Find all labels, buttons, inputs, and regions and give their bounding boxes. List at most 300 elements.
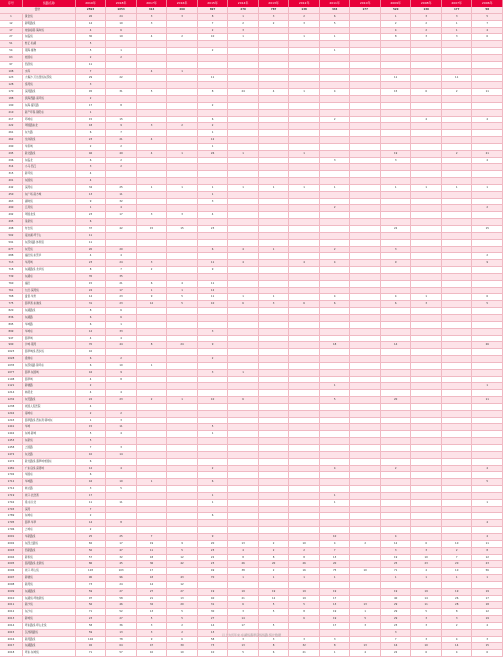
table-row	[0, 533, 503, 540]
value-cell	[197, 273, 228, 280]
total-value-cell: 138	[289, 7, 320, 13]
value-cell	[472, 369, 503, 376]
value-cell: 23	[472, 561, 503, 568]
value-cell: 22	[75, 397, 106, 404]
value-cell: 4	[228, 260, 259, 267]
value-cell	[350, 130, 381, 137]
value-cell: 19	[289, 588, 320, 595]
value-cell: 3	[136, 212, 167, 219]
value-cell	[472, 492, 503, 499]
value-cell	[472, 191, 503, 198]
value-cell	[319, 178, 350, 185]
value-cell	[167, 27, 198, 34]
value-cell: 1	[319, 499, 350, 506]
value-cell	[258, 116, 289, 123]
value-cell	[472, 458, 503, 465]
value-cell: 19	[380, 150, 411, 157]
route-name-cell: 滨海西路·南环线	[22, 95, 75, 102]
value-cell	[136, 424, 167, 431]
value-cell	[319, 41, 350, 48]
value-cell	[258, 616, 289, 623]
value-cell: 20	[319, 561, 350, 568]
value-cell	[441, 486, 472, 493]
table-row	[0, 595, 503, 602]
value-cell	[380, 267, 411, 274]
value-cell	[350, 397, 381, 404]
table-row	[0, 390, 503, 397]
value-cell: 1	[106, 48, 137, 55]
value-cell	[197, 41, 228, 48]
value-cell	[380, 68, 411, 75]
value-cell	[350, 335, 381, 342]
value-cell	[228, 109, 259, 116]
value-cell	[289, 267, 320, 274]
value-cell: 24	[228, 89, 259, 96]
value-cell: 2	[472, 253, 503, 260]
route-name-cell: 黄金线	[22, 13, 75, 20]
value-cell	[258, 178, 289, 185]
value-cell	[472, 137, 503, 144]
value-cell	[197, 376, 228, 383]
value-cell: 3	[106, 417, 137, 424]
value-cell: 8	[106, 102, 137, 109]
value-cell	[350, 89, 381, 96]
value-cell: 17	[319, 595, 350, 602]
value-cell: 31	[197, 602, 228, 609]
value-cell: 1	[319, 184, 350, 191]
value-cell: 58	[197, 636, 228, 643]
value-cell: 23	[197, 226, 228, 233]
value-cell: 2	[136, 267, 167, 274]
route-name-cell: 新塘线	[22, 575, 75, 582]
route-id-cell: 2013	[0, 616, 22, 623]
value-cell: 46	[75, 150, 106, 157]
value-cell	[380, 527, 411, 534]
value-cell: 1	[441, 27, 472, 34]
value-cell	[441, 410, 472, 417]
value-cell: 1	[106, 321, 137, 328]
value-cell	[197, 171, 228, 178]
value-cell	[380, 308, 411, 315]
value-cell: 4	[228, 547, 259, 554]
value-cell: 10	[350, 568, 381, 575]
value-cell	[350, 547, 381, 554]
value-cell	[411, 82, 442, 89]
value-cell: 32	[289, 643, 320, 650]
column-header: 序号	[0, 0, 22, 7]
value-cell: 8	[472, 547, 503, 554]
value-cell: 8	[75, 267, 106, 274]
route-id-cell: 1108	[0, 376, 22, 383]
route-name-cell: 泰湾线	[22, 82, 75, 89]
value-cell	[197, 178, 228, 185]
value-cell	[319, 410, 350, 417]
value-cell: 7	[380, 636, 411, 643]
table-row	[0, 417, 503, 424]
value-cell	[441, 280, 472, 287]
route-id-cell: 739	[0, 273, 22, 280]
value-cell: 3	[106, 445, 137, 452]
value-cell: 103	[106, 568, 137, 575]
value-cell: 6	[75, 130, 106, 137]
value-cell	[167, 533, 198, 540]
value-cell	[228, 61, 259, 68]
value-cell	[441, 143, 472, 150]
value-cell: 2	[380, 465, 411, 472]
value-cell: 39	[167, 643, 198, 650]
value-cell: 6	[411, 89, 442, 96]
value-cell: 5	[258, 609, 289, 616]
value-cell	[350, 349, 381, 356]
value-cell	[258, 445, 289, 452]
value-cell	[472, 171, 503, 178]
route-name-cell: 五局线	[22, 205, 75, 212]
value-cell	[380, 328, 411, 335]
value-cell: 12	[167, 554, 198, 561]
value-cell: 19	[228, 588, 259, 595]
value-cell: 4	[106, 205, 137, 212]
value-cell	[472, 506, 503, 513]
value-cell: 3	[258, 13, 289, 20]
value-cell	[289, 369, 320, 376]
value-cell	[350, 239, 381, 246]
route-id-cell: 295	[0, 150, 22, 157]
value-cell: 40	[197, 595, 228, 602]
route-name-cell: 坪东·东城线	[22, 650, 75, 657]
route-id-cell: 1035	[0, 362, 22, 369]
value-cell	[197, 164, 228, 171]
table-row	[0, 513, 503, 520]
value-cell: 37	[75, 226, 106, 233]
value-cell	[472, 178, 503, 185]
value-cell: 28	[441, 602, 472, 609]
value-cell: 90	[75, 575, 106, 582]
value-cell: 11	[75, 499, 106, 506]
value-cell	[411, 403, 442, 410]
value-cell	[350, 48, 381, 55]
route-name-cell: 湖坳线	[22, 198, 75, 205]
value-cell: 17	[106, 540, 137, 547]
route-id-cell: 895	[0, 321, 22, 328]
table-row	[0, 424, 503, 431]
value-cell	[258, 260, 289, 267]
value-cell: 14	[380, 342, 411, 349]
table-row	[0, 219, 503, 226]
route-name-cell: 华新路线	[22, 533, 75, 540]
value-cell: 2	[350, 540, 381, 547]
route-id-cell: 2003	[0, 547, 22, 554]
value-cell: 3	[197, 328, 228, 335]
table-row	[0, 273, 503, 280]
value-cell: 73	[197, 643, 228, 650]
value-cell: 17	[106, 287, 137, 294]
value-cell	[289, 198, 320, 205]
route-id-cell: 1441	[0, 424, 22, 431]
value-cell: 3	[258, 636, 289, 643]
value-cell: 1	[289, 89, 320, 96]
value-cell	[228, 581, 259, 588]
value-cell: 5	[319, 397, 350, 404]
value-cell: 5	[258, 602, 289, 609]
table-row	[0, 27, 503, 34]
table-row	[0, 54, 503, 61]
value-cell: 57	[106, 650, 137, 657]
value-cell	[167, 61, 198, 68]
table-row	[0, 116, 503, 123]
table-body	[0, 7, 503, 657]
value-cell: 11	[472, 89, 503, 96]
value-cell	[289, 130, 320, 137]
value-cell	[136, 486, 167, 493]
value-cell: 1	[319, 650, 350, 657]
value-cell	[136, 438, 167, 445]
value-cell	[380, 581, 411, 588]
value-cell	[319, 95, 350, 102]
value-cell: 3	[411, 13, 442, 20]
value-cell	[441, 137, 472, 144]
value-cell	[380, 95, 411, 102]
value-cell	[350, 390, 381, 397]
route-id-cell: 1232	[0, 397, 22, 404]
value-cell: 11	[75, 239, 106, 246]
value-cell: 1	[197, 143, 228, 150]
value-cell	[136, 328, 167, 335]
value-cell	[228, 219, 259, 226]
value-cell: 21	[289, 650, 320, 657]
value-cell	[228, 287, 259, 294]
value-cell: 32	[136, 602, 167, 609]
value-cell: 19	[319, 588, 350, 595]
value-cell: 2	[106, 164, 137, 171]
value-cell: 1	[197, 191, 228, 198]
value-cell: 6	[228, 397, 259, 404]
value-cell	[289, 492, 320, 499]
value-cell	[472, 68, 503, 75]
value-cell	[258, 410, 289, 417]
value-cell	[441, 219, 472, 226]
value-cell	[106, 492, 137, 499]
value-cell	[411, 445, 442, 452]
value-cell	[350, 137, 381, 144]
value-cell	[441, 342, 472, 349]
value-cell: 2	[228, 20, 259, 27]
value-cell	[411, 383, 442, 390]
route-id-cell: 12	[0, 20, 22, 27]
value-cell: 2	[75, 143, 106, 150]
table-row	[0, 280, 503, 287]
value-cell	[167, 178, 198, 185]
route-id-cell: 495	[0, 219, 22, 226]
value-cell	[258, 143, 289, 150]
value-cell: 52	[106, 609, 137, 616]
value-cell	[136, 48, 167, 55]
value-cell	[258, 397, 289, 404]
value-cell: 2	[75, 527, 106, 534]
value-cell: 23	[106, 301, 137, 308]
value-cell	[228, 479, 259, 486]
value-cell	[380, 451, 411, 458]
value-cell	[228, 212, 259, 219]
value-cell	[411, 424, 442, 431]
value-cell	[228, 157, 259, 164]
value-cell: 2	[167, 622, 198, 629]
value-cell: 1	[289, 575, 320, 582]
value-cell: 3	[411, 547, 442, 554]
value-cell	[472, 376, 503, 383]
value-cell	[350, 205, 381, 212]
value-cell: 13	[228, 643, 259, 650]
value-cell	[258, 520, 289, 527]
value-cell	[472, 61, 503, 68]
table-row	[0, 403, 503, 410]
value-cell	[319, 458, 350, 465]
value-cell: 1	[380, 575, 411, 582]
value-cell	[228, 451, 259, 458]
value-cell	[136, 369, 167, 376]
value-cell	[441, 431, 472, 438]
table-row	[0, 198, 503, 205]
value-cell	[167, 410, 198, 417]
route-name-cell: 东莞路线	[22, 397, 75, 404]
value-cell: 4	[472, 465, 503, 472]
value-cell	[258, 465, 289, 472]
route-name-cell: 南城东	[22, 410, 75, 417]
value-cell: 71	[75, 650, 106, 657]
value-cell: 10	[411, 554, 442, 561]
value-cell: 8	[289, 609, 320, 616]
value-cell: 2	[319, 246, 350, 253]
route-name-cell: 翡翠城	[22, 376, 75, 383]
table-row	[0, 602, 503, 609]
value-cell	[411, 61, 442, 68]
value-cell	[228, 164, 259, 171]
value-cell	[136, 527, 167, 534]
table-row	[0, 212, 503, 219]
value-cell	[441, 492, 472, 499]
value-cell: 11	[106, 191, 137, 198]
value-cell	[167, 383, 198, 390]
value-cell: 10	[289, 540, 320, 547]
value-cell: 2	[289, 13, 320, 20]
value-cell: 11	[441, 75, 472, 82]
value-cell	[167, 260, 198, 267]
table-row	[0, 431, 503, 438]
value-cell: 1	[136, 479, 167, 486]
value-cell: 16	[75, 479, 106, 486]
value-cell: 9	[380, 260, 411, 267]
route-name-cell: 东部线路·体育馆	[22, 239, 75, 246]
value-cell	[350, 82, 381, 89]
value-cell: 23	[75, 260, 106, 267]
value-cell	[319, 150, 350, 157]
value-cell: 14	[228, 616, 259, 623]
value-cell	[167, 191, 198, 198]
value-cell: 24	[106, 260, 137, 267]
table-row	[0, 308, 503, 315]
value-cell	[258, 95, 289, 102]
value-cell	[167, 20, 198, 27]
route-id-cell: 761	[0, 287, 22, 294]
value-cell: 23	[106, 397, 137, 404]
total-value-cell: 58	[472, 7, 503, 13]
value-cell: 25	[106, 533, 137, 540]
value-cell: 23	[411, 561, 442, 568]
route-id-cell: 217	[0, 116, 22, 123]
value-cell: 2	[197, 102, 228, 109]
value-cell	[167, 95, 198, 102]
value-cell: 6	[75, 219, 106, 226]
value-cell: 4	[136, 34, 167, 41]
value-cell: 26	[472, 342, 503, 349]
route-name-cell: 林达路	[22, 486, 75, 493]
value-cell: 1	[258, 246, 289, 253]
value-cell: 19	[472, 616, 503, 623]
route-id-cell: 1745	[0, 506, 22, 513]
value-cell	[441, 376, 472, 383]
value-cell	[411, 171, 442, 178]
value-cell: 5	[106, 486, 137, 493]
value-cell	[319, 486, 350, 493]
value-cell: 17	[75, 492, 106, 499]
value-cell: 31	[106, 89, 137, 96]
value-cell: 6	[197, 246, 228, 253]
route-name-cell: 翡翠路线·西东湾·锦城东	[22, 417, 75, 424]
value-cell: 1	[197, 492, 228, 499]
value-cell: 12	[75, 465, 106, 472]
value-cell	[136, 102, 167, 109]
value-cell	[228, 239, 259, 246]
value-cell	[258, 198, 289, 205]
value-cell	[258, 308, 289, 315]
route-id-cell: 450	[0, 191, 22, 198]
value-cell	[441, 212, 472, 219]
total-label: 合计	[0, 7, 75, 13]
value-cell	[258, 479, 289, 486]
route-name-cell: 新环线	[22, 171, 75, 178]
table-row	[0, 191, 503, 198]
value-cell: 20	[106, 246, 137, 253]
route-id-cell: 1	[0, 13, 22, 20]
value-cell: 11	[472, 397, 503, 404]
route-name-cell: 东城·新城	[22, 431, 75, 438]
value-cell	[350, 575, 381, 582]
table-row	[0, 451, 503, 458]
value-cell: 4	[75, 335, 106, 342]
value-cell	[472, 328, 503, 335]
total-value-cell: 1653	[106, 7, 137, 13]
value-cell	[167, 520, 198, 527]
value-cell	[319, 431, 350, 438]
value-cell: 3	[380, 246, 411, 253]
value-cell	[228, 273, 259, 280]
value-cell	[319, 109, 350, 116]
value-cell: 11	[75, 61, 106, 68]
route-id-cell: 768	[0, 294, 22, 301]
value-cell	[472, 123, 503, 130]
value-cell	[472, 75, 503, 82]
value-cell	[319, 123, 350, 130]
value-cell	[319, 280, 350, 287]
value-cell: 2	[197, 465, 228, 472]
value-cell	[411, 513, 442, 520]
table-row	[0, 506, 503, 513]
route-name-cell: 布吉线	[22, 226, 75, 233]
value-cell	[258, 34, 289, 41]
value-cell: 8	[258, 643, 289, 650]
value-cell	[380, 61, 411, 68]
value-cell: 5	[167, 609, 198, 616]
value-cell	[197, 417, 228, 424]
